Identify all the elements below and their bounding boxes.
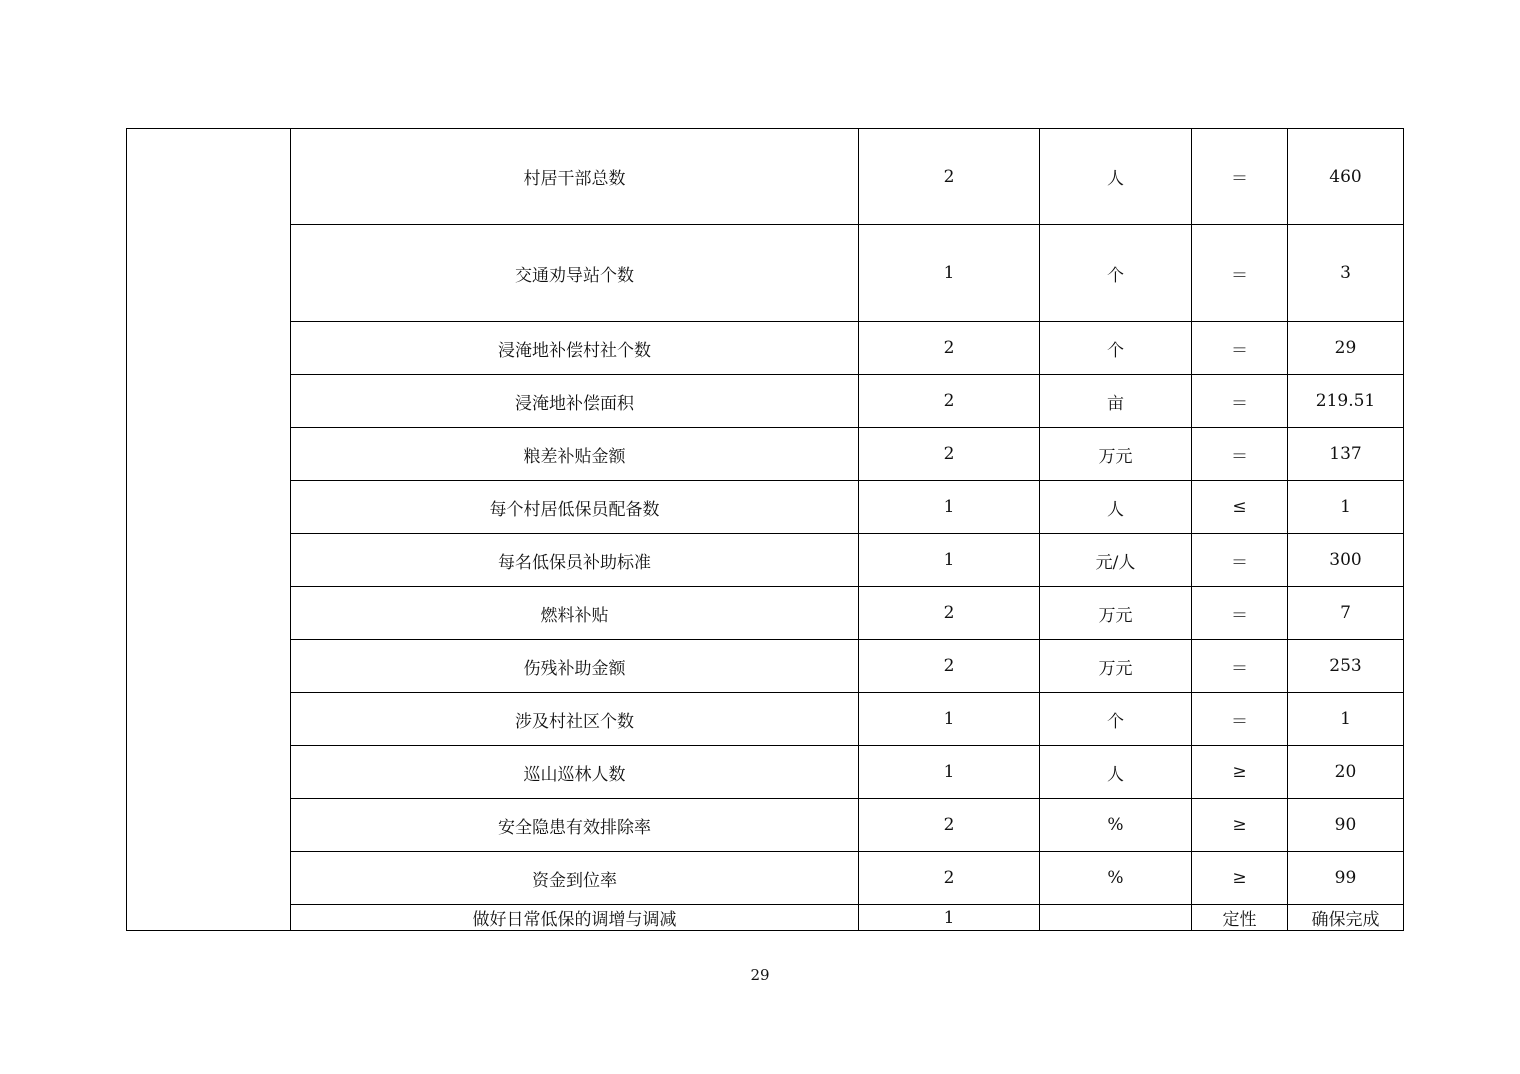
operator-cell: ＝ (1192, 375, 1288, 428)
weight-cell: 2 (859, 322, 1040, 375)
indicator-name-cell: 巡山巡林人数 (291, 746, 859, 799)
unit-cell: 个 (1040, 322, 1192, 375)
indicator-name-cell: 资金到位率 (291, 852, 859, 905)
target-value-cell: 7 (1288, 587, 1404, 640)
operator-cell: ≥ (1192, 799, 1288, 852)
table-row (127, 693, 1404, 746)
operator-cell: ≥ (1192, 746, 1288, 799)
unit-cell: % (1040, 852, 1192, 905)
target-value-cell: 99 (1288, 852, 1404, 905)
operator-cell: ＝ (1192, 225, 1288, 322)
target-value-cell: 1 (1288, 481, 1404, 534)
unit-cell: 元/人 (1040, 534, 1192, 587)
indicator-name-cell: 做好日常低保的调增与调减 (291, 905, 859, 931)
operator-cell: 定性 (1192, 905, 1288, 931)
weight-cell: 1 (859, 225, 1040, 322)
target-value-cell: 90 (1288, 799, 1404, 852)
operator-cell: ＝ (1192, 129, 1288, 225)
indicator-name-cell: 浸淹地补偿村社个数 (291, 322, 859, 375)
target-value-cell: 3 (1288, 225, 1404, 322)
indicator-name-cell: 村居干部总数 (291, 129, 859, 225)
unit-cell (1040, 905, 1192, 931)
unit-cell: 人 (1040, 129, 1192, 225)
indicator-name-cell: 浸淹地补偿面积 (291, 375, 859, 428)
weight-cell: 1 (859, 746, 1040, 799)
operator-cell: ＝ (1192, 587, 1288, 640)
table-row (127, 640, 1404, 693)
page-number: 29 (750, 966, 770, 984)
table-row (127, 322, 1404, 375)
table-row (127, 852, 1404, 905)
indicator-name-cell: 伤残补助金额 (291, 640, 859, 693)
unit-cell: 个 (1040, 693, 1192, 746)
weight-cell: 2 (859, 852, 1040, 905)
indicator-name-cell: 燃料补贴 (291, 587, 859, 640)
indicator-name-cell: 粮差补贴金额 (291, 428, 859, 481)
operator-cell: ＝ (1192, 322, 1288, 375)
target-value-cell: 300 (1288, 534, 1404, 587)
table-row (127, 428, 1404, 481)
unit-cell: 个 (1040, 225, 1192, 322)
table-row (127, 225, 1404, 322)
weight-cell: 1 (859, 534, 1040, 587)
table-row (127, 534, 1404, 587)
indicator-name-cell: 每个村居低保员配备数 (291, 481, 859, 534)
operator-cell: ≤ (1192, 481, 1288, 534)
target-value-cell: 460 (1288, 129, 1404, 225)
weight-cell: 2 (859, 587, 1040, 640)
indicator-table (126, 128, 1404, 931)
target-value-cell: 219.51 (1288, 375, 1404, 428)
operator-cell: ≥ (1192, 852, 1288, 905)
operator-cell: ＝ (1192, 640, 1288, 693)
target-value-cell: 1 (1288, 693, 1404, 746)
indicator-name-cell: 每名低保员补助标准 (291, 534, 859, 587)
target-value-cell: 20 (1288, 746, 1404, 799)
table-row (127, 375, 1404, 428)
table-row (127, 587, 1404, 640)
table-row (127, 799, 1404, 852)
indicator-table-body (127, 129, 1404, 931)
table-row (127, 129, 1404, 225)
indicator-name-cell: 安全隐患有效排除率 (291, 799, 859, 852)
unit-cell: 人 (1040, 481, 1192, 534)
table-row (127, 905, 1404, 931)
weight-cell: 2 (859, 129, 1040, 225)
weight-cell: 2 (859, 640, 1040, 693)
unit-cell: 万元 (1040, 428, 1192, 481)
table-row (127, 481, 1404, 534)
indicator-name-cell: 交通劝导站个数 (291, 225, 859, 322)
target-value-cell: 确保完成 (1288, 905, 1404, 931)
target-value-cell: 29 (1288, 322, 1404, 375)
unit-cell: 万元 (1040, 640, 1192, 693)
weight-cell: 2 (859, 799, 1040, 852)
weight-cell: 2 (859, 375, 1040, 428)
unit-cell: 亩 (1040, 375, 1192, 428)
target-value-cell: 137 (1288, 428, 1404, 481)
indicator-name-cell: 涉及村社区个数 (291, 693, 859, 746)
weight-cell: 1 (859, 905, 1040, 931)
table-row (127, 746, 1404, 799)
weight-cell: 2 (859, 428, 1040, 481)
unit-cell: % (1040, 799, 1192, 852)
unit-cell: 万元 (1040, 587, 1192, 640)
unit-cell: 人 (1040, 746, 1192, 799)
category-cell (127, 129, 291, 931)
weight-cell: 1 (859, 481, 1040, 534)
operator-cell: ＝ (1192, 693, 1288, 746)
target-value-cell: 253 (1288, 640, 1404, 693)
weight-cell: 1 (859, 693, 1040, 746)
operator-cell: ＝ (1192, 428, 1288, 481)
operator-cell: ＝ (1192, 534, 1288, 587)
